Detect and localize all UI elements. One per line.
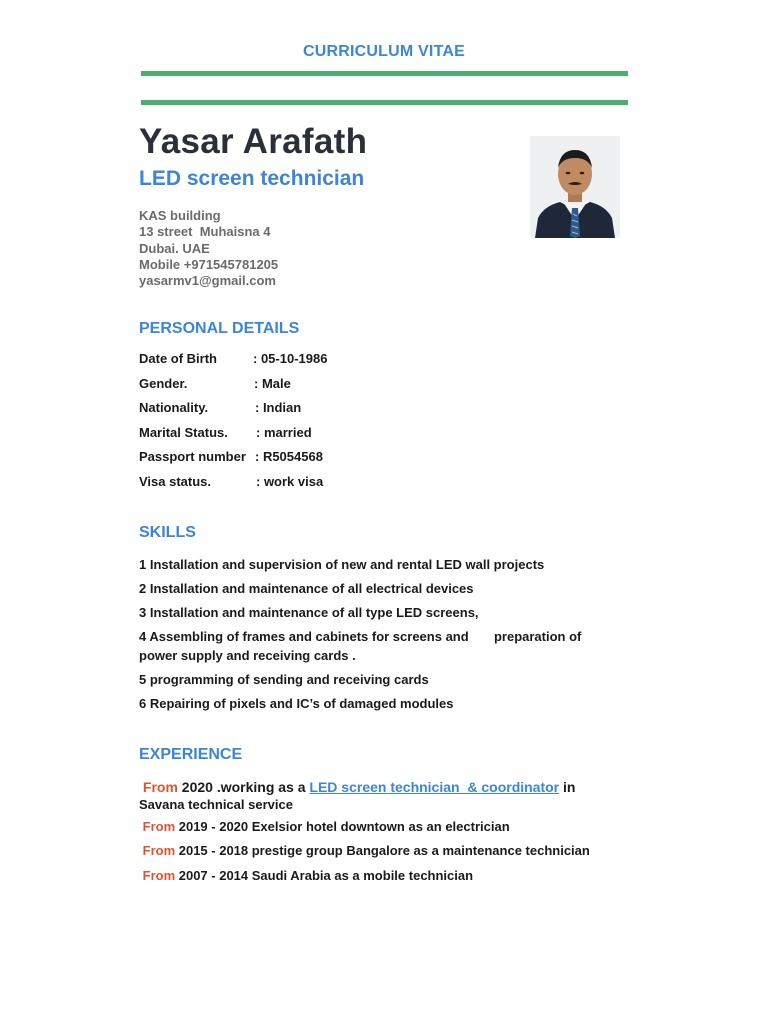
skill-item: 2 Installation and maintenance of all electrical devices bbox=[139, 581, 474, 596]
detail-label: Marital Status. bbox=[139, 424, 228, 440]
experience-item bbox=[139, 778, 619, 814]
skill-item: 1 Installation and supervision of new and rental LED wall projects bbox=[139, 557, 545, 572]
detail-value: : 05-10-1986 bbox=[253, 351, 328, 366]
person-photo-icon bbox=[530, 136, 620, 238]
detail-value: : R5054568 bbox=[255, 449, 323, 464]
skill-item: 3 Installation and maintenance of all type LED screens, bbox=[139, 605, 479, 620]
person-name: Yasar Arafath bbox=[139, 122, 368, 161]
experience-text: 2007 - 2014 Saudi Arabia as a mobile technician bbox=[175, 868, 474, 883]
experience-company: Savana technical service bbox=[139, 797, 293, 812]
experience-text: 2019 - 2020 Exelsior hotel downtown as an electrician bbox=[175, 819, 510, 834]
detail-value: : married bbox=[256, 424, 312, 440]
skills-list bbox=[139, 555, 609, 713]
personal-details-heading: PERSONAL DETAILS bbox=[139, 320, 300, 337]
address-line-building: KAS building bbox=[139, 208, 221, 223]
experience-item bbox=[139, 867, 619, 885]
from-label: From bbox=[142, 819, 176, 834]
from-label: From bbox=[142, 779, 178, 795]
experience-text: 2020 .working as a bbox=[177, 779, 310, 795]
profile-photo bbox=[530, 136, 620, 238]
detail-label: Nationality. bbox=[139, 400, 209, 415]
skills-heading: SKILLS bbox=[139, 524, 196, 541]
experience-item bbox=[139, 818, 619, 836]
detail-label: Visa status. bbox=[139, 473, 212, 489]
second-divider bbox=[141, 100, 628, 105]
document-title: CURRICULUM VITAE bbox=[302, 43, 465, 60]
skill-item: 6 Repairing of pixels and IC’s of damaged modules bbox=[139, 696, 454, 711]
mobile-number: Mobile +971545781205 bbox=[139, 256, 279, 272]
from-label: From bbox=[142, 868, 176, 883]
job-title: LED screen technician bbox=[139, 167, 365, 190]
top-divider bbox=[141, 71, 628, 76]
detail-label: Gender. bbox=[139, 375, 188, 391]
experience-text: 2015 - 2018 prestige group Bangalore as a maintenance technician bbox=[175, 843, 590, 858]
detail-value: : Male bbox=[254, 375, 291, 391]
contact-block bbox=[139, 208, 278, 289]
address-line-city: Dubai. UAE bbox=[139, 240, 210, 256]
detail-label: Passport number bbox=[139, 449, 246, 464]
skill-item-continued: power supply and receiving cards . bbox=[139, 648, 356, 663]
detail-label: Date of Birth bbox=[139, 351, 217, 366]
experience-heading: EXPERIENCE bbox=[139, 746, 243, 763]
skill-item: 4 Assembling of frames and cabinets for screens and preparation of bbox=[139, 629, 582, 644]
detail-value: : Indian bbox=[255, 400, 302, 415]
detail-value: : work visa bbox=[256, 473, 324, 489]
email-address: yasarmv1@gmail.com bbox=[139, 273, 276, 289]
led-technician-link[interactable]: LED screen technician & coordinator bbox=[309, 779, 560, 795]
experience-text-suffix: in bbox=[559, 779, 576, 795]
address-line-street: 13 street Muhaisna 4 bbox=[139, 224, 271, 240]
from-label: From bbox=[142, 843, 176, 858]
skill-item: 5 programming of sending and receiving cards bbox=[139, 672, 429, 687]
experience-item bbox=[139, 842, 619, 860]
